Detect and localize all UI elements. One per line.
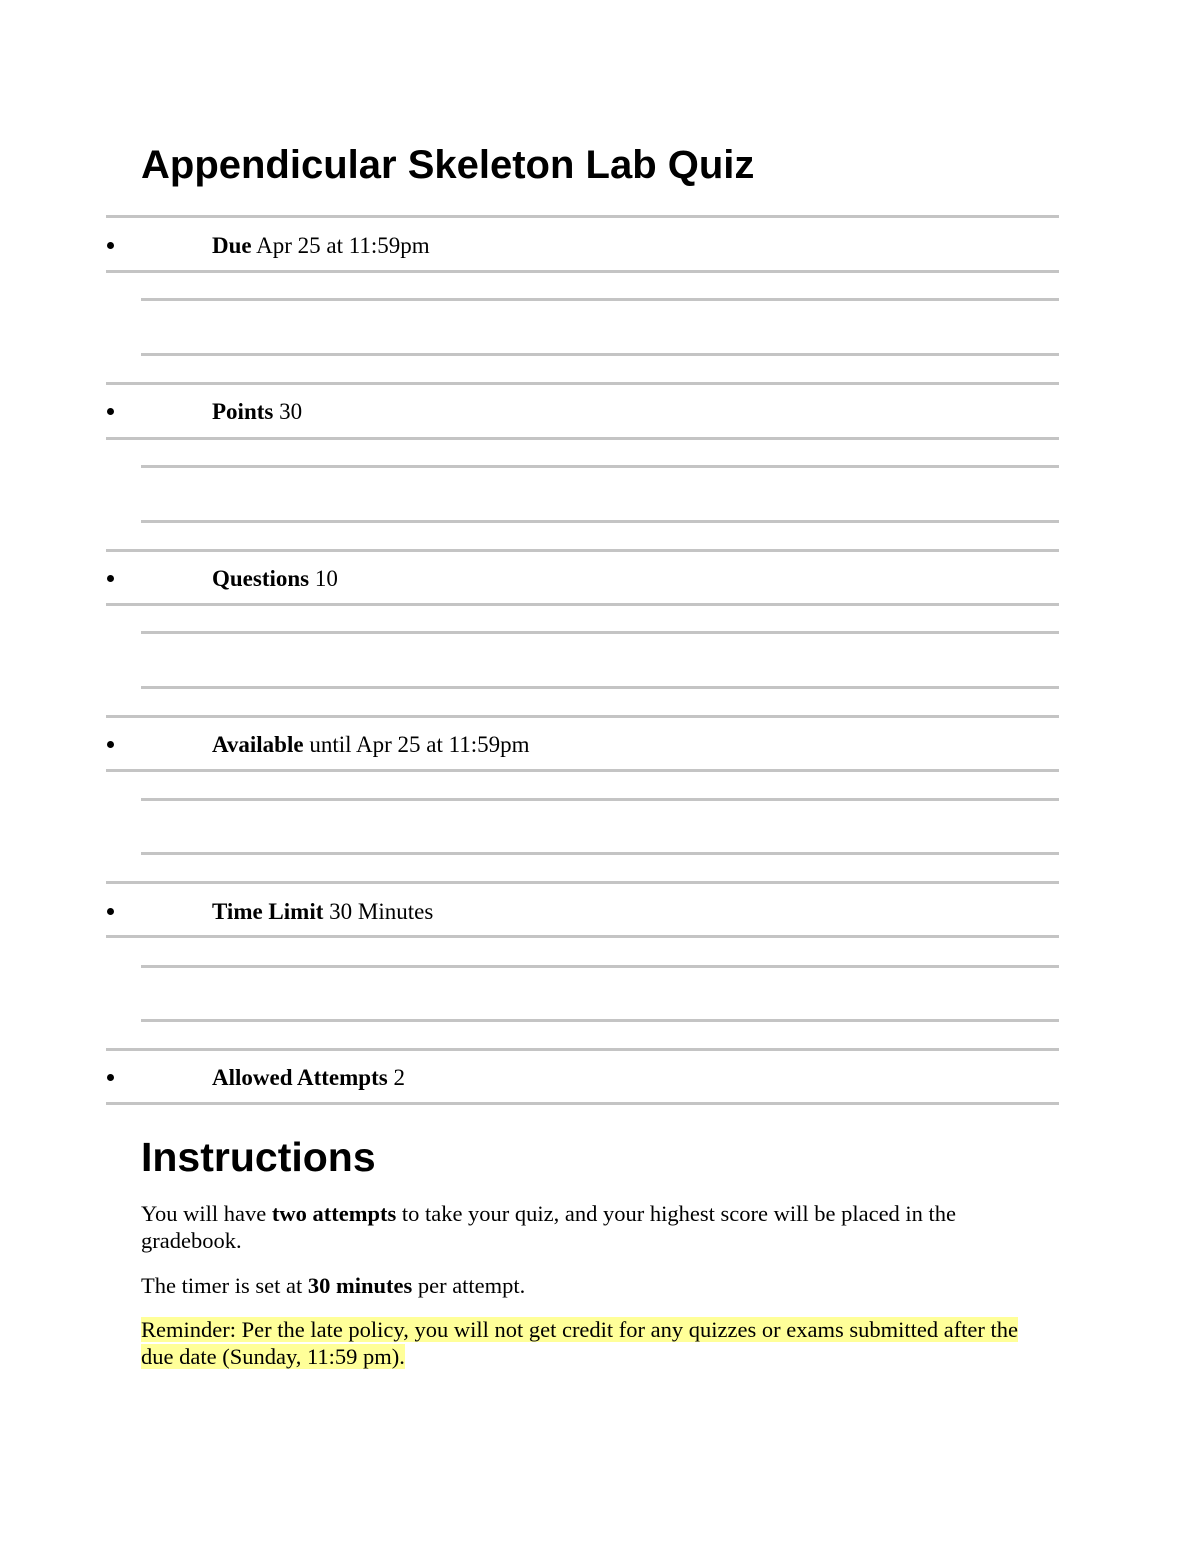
bold-text: 30 minutes (307, 1273, 413, 1298)
detail-allowed-attempts (212, 1063, 405, 1093)
bold-text: two attempts (271, 1201, 397, 1226)
reminder-highlight: Reminder: Per the late policy, you will not get credit for any quizzes or exams submitted after the due date (Sunday, 11:59 pm). (141, 1317, 1019, 1369)
divider (106, 270, 1059, 273)
bullet-icon (107, 741, 114, 748)
divider (106, 603, 1059, 606)
divider (106, 1102, 1059, 1105)
divider (141, 686, 1059, 689)
detail-value: 10 (314, 566, 338, 591)
instructions-heading: Instructions (141, 1134, 376, 1180)
bullet-icon (107, 575, 114, 582)
text-run: to take your quiz, and your highest score will be placed in the gradebook. (141, 1201, 957, 1253)
detail-label: Available (212, 732, 304, 757)
bullet-icon (107, 408, 114, 415)
divider (141, 353, 1059, 356)
page-title: Appendicular Skeleton Lab Quiz (141, 143, 755, 187)
text-run: You will have (141, 1201, 272, 1226)
divider (141, 1019, 1059, 1022)
bullet-icon (107, 242, 114, 249)
divider (106, 715, 1059, 718)
detail-available (212, 730, 530, 760)
bullet-icon (107, 908, 114, 915)
detail-value: 2 (393, 1065, 405, 1090)
detail-label: Due (212, 233, 252, 258)
bullet-icon (107, 1074, 114, 1081)
instructions-paragraph (141, 1200, 1041, 1254)
detail-label: Questions (212, 566, 310, 591)
divider (106, 382, 1059, 385)
divider (106, 881, 1059, 884)
detail-due (212, 231, 430, 261)
detail-value: Apr 25 at 11:59pm (256, 233, 430, 258)
detail-label: Time Limit (212, 899, 324, 924)
divider (141, 965, 1059, 968)
detail-time-limit (212, 897, 433, 927)
divider (141, 852, 1059, 855)
reminder-paragraph (141, 1316, 1041, 1370)
divider (141, 631, 1059, 634)
divider (141, 465, 1059, 468)
divider (106, 437, 1059, 440)
divider (141, 520, 1059, 523)
detail-points (212, 397, 302, 427)
timer-paragraph (141, 1272, 1041, 1299)
divider (106, 935, 1059, 938)
detail-value: until Apr 25 at 11:59pm (309, 732, 530, 757)
detail-questions (212, 564, 338, 594)
divider (141, 798, 1059, 801)
detail-value: 30 Minutes (329, 899, 434, 924)
detail-value: 30 (279, 399, 303, 424)
text-run: The timer is set at (141, 1273, 308, 1298)
divider (106, 1048, 1059, 1051)
divider (141, 298, 1059, 301)
divider (106, 549, 1059, 552)
divider (106, 215, 1059, 218)
detail-label: Allowed Attempts (212, 1065, 388, 1090)
detail-label: Points (212, 399, 274, 424)
text-run: per attempt. (412, 1273, 526, 1298)
divider (106, 769, 1059, 772)
